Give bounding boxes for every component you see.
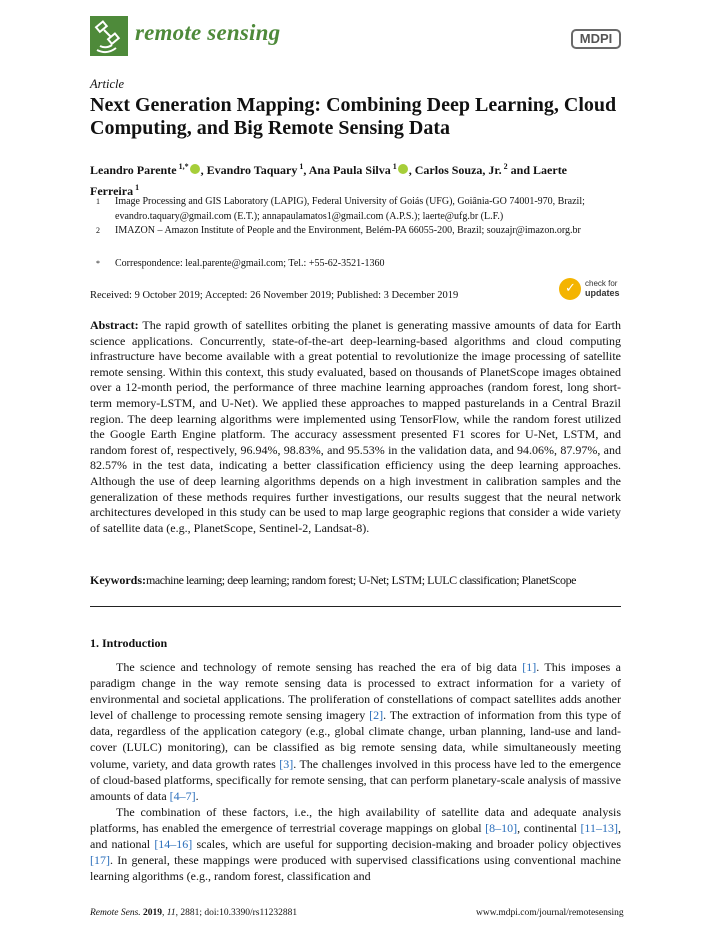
body-text: , continental — [517, 820, 581, 835]
article-type: Article — [90, 77, 125, 91]
body-text: . This imposes a paradigm change in the way remote sensing data is processed to extract information for a variety of environmental and societal applications. The proliferation of constellations of compact satellites adds another level of challenge to processing remote sensing imagery — [90, 660, 621, 723]
author-affiliation-mark: 1 — [390, 162, 397, 171]
keywords-label: Keywords: — [90, 573, 146, 587]
satellite-icon — [90, 16, 128, 56]
body-text: . The extraction of information from this type of data, regardless of the application category (e.g., global climate change, urban planning, land-use and land-cover (LULC) monitoring), can be classified as big remote sensing data, while simultaneously meeting volume, variety, and data growth rates — [90, 708, 621, 771]
citation-link[interactable]: [8–10] — [485, 820, 518, 835]
body-text: . In general, these mappings were produced with supervised classifications using conventional machine learning algorithms (e.g., random forest, classification and — [90, 853, 621, 884]
publisher-logo: MDPI — [571, 29, 621, 49]
citation-link[interactable]: [3] — [279, 756, 294, 771]
author-affiliation-mark: 2 — [501, 162, 508, 171]
citation-link[interactable]: [2] — [369, 708, 384, 723]
citation-footer: Remote Sens. 2019, 11, 2881; doi:10.3390/rs11232881 — [90, 908, 298, 918]
author-name: Carlos Souza, Jr. — [414, 163, 502, 177]
check-for-updates-button[interactable]: ✓ check for updates — [559, 278, 629, 304]
citation-link[interactable]: [11–13] — [580, 820, 618, 835]
body-text: . The challenges involved in this process have led to the emergence of cloud-based platforms, specifically for remote sensing, that can perform planetary-scale analysis of massive amounts of data — [90, 756, 621, 803]
author-affiliation-mark: 1 — [133, 183, 140, 192]
author-affiliation-mark: 1 — [297, 162, 304, 171]
publication-dates: Received: 9 October 2019; Accepted: 26 November 2019; Published: 3 December 2019 — [90, 290, 459, 301]
body-text: scales, which are useful for supporting decision-making and broader policy objectives — [192, 837, 621, 852]
author-name: Laerte Ferreira — [90, 163, 568, 198]
journal-name: remote sensing — [135, 20, 281, 45]
citation-link[interactable]: [17] — [90, 853, 110, 868]
author-affiliation-mark: 1,* — [176, 162, 189, 171]
paragraph — [90, 659, 621, 804]
paragraph — [90, 804, 621, 884]
introduction-body — [90, 659, 621, 884]
citation-link[interactable]: [14–16] — [154, 837, 193, 852]
author-name: Evandro Taquary — [206, 163, 298, 177]
abstract — [90, 318, 621, 536]
section-heading: 1. Introduction — [90, 636, 168, 650]
orcid-icon[interactable] — [190, 164, 200, 174]
affiliation-2: 2 IMAZON – Amazon Institute of People and the Environment, Belém-PA 66055-200, Brazil; souzajr@imazon.org.br — [96, 225, 581, 236]
journal-url[interactable]: www.mdpi.com/journal/remotesensing — [476, 908, 624, 918]
article-title: Next Generation Mapping: Combining Deep Learning, Cloud Computing, and Big Remote Sensing Data — [90, 94, 617, 139]
body-text: . — [195, 788, 199, 803]
author-list: Leandro Parente $^{1,*}$ , Evandro Taquary $^1$, Ana Paula Silva $^1$ , Carlos Souza, Jr. $^2$ and Laerte Ferreira $^1$ — [90, 162, 568, 198]
body-text: The combination of these factors, i.e., the high availability of satellite data and adequate analysis platforms, has enabled the emergence of terrestrial coverage mappings on global — [90, 804, 621, 835]
body-text: , and national — [90, 820, 621, 852]
citation-link[interactable]: [1] — [522, 660, 537, 674]
keywords-text: machine learning; deep learning; random forest; U-Net; LSTM; LULC classification; PlanetScope — [146, 573, 577, 587]
citation-link[interactable]: [4–7] — [169, 788, 196, 803]
author-name: Leandro Parente — [90, 163, 177, 177]
keywords — [90, 573, 630, 588]
check-icon: ✓ — [559, 278, 581, 300]
abstract-text: The rapid growth of satellites orbiting the planet is generating massive amounts of data for Earth science applications. Concurrently, state-of-the-art deep-learning-based algorithms and cloud computing infrastructure have become available with a great potential to revolutionize the image processing of satellite remote sensing. Within this context, this study evaluated, based on thousands of PlanetScope images obtained over a 12-month period, the performance of three machine learning approaches (random forest, long short-term memory-LSTM, and U-Net). We applied these approaches to mapped pasturelands in a Central Brazil region. The deep learning algorithms were implemented using TensorFlow, while the random forest utilized the Google Earth Engine platform. The accuracy assessment presented F1 scores for U-Net, LSTM, and random forest of, respectively, 96.94%, 98.83%, and 95.53% in the validation data, and 94.06%, 87.97%, and 82.57% in the test data, indicating a better classification efficiency using the deep learning approaches. Although the use of deep learning algorithms depends on a high investment in calibration samples and the generalization of these methods requires further investigations, our results suggest that the neural network architectures developed in this study can be used to map large geographic regions that consider a wide variety of satellite data (e.g., PlanetScope, Sentinel-2, Landsat-8). — [90, 318, 621, 535]
divider — [90, 606, 621, 607]
correspondence: * Correspondence: leal.parente@gmail.com; Tel.: +55-62-3521-1360 — [96, 258, 385, 269]
journal-logo — [90, 16, 128, 56]
body-text: The science and technology of remote sensing has reached the era of big data — [116, 660, 523, 674]
affiliation-1: 1 Image Processing and GIS Laboratory (LAPIG), Federal University of Goiás (UFG), Goiânia-GO 74001-970, Brazil; evandro.taquary@gmail.com (E.T.); annapaulamatos1@gmail.com (A.P.S.); laerte@ufg.br (L.F.) — [96, 196, 585, 222]
orcid-icon[interactable] — [398, 164, 408, 174]
abstract-label: Abstract: — [90, 318, 139, 332]
author-name: Ana Paula Silva — [308, 163, 391, 177]
